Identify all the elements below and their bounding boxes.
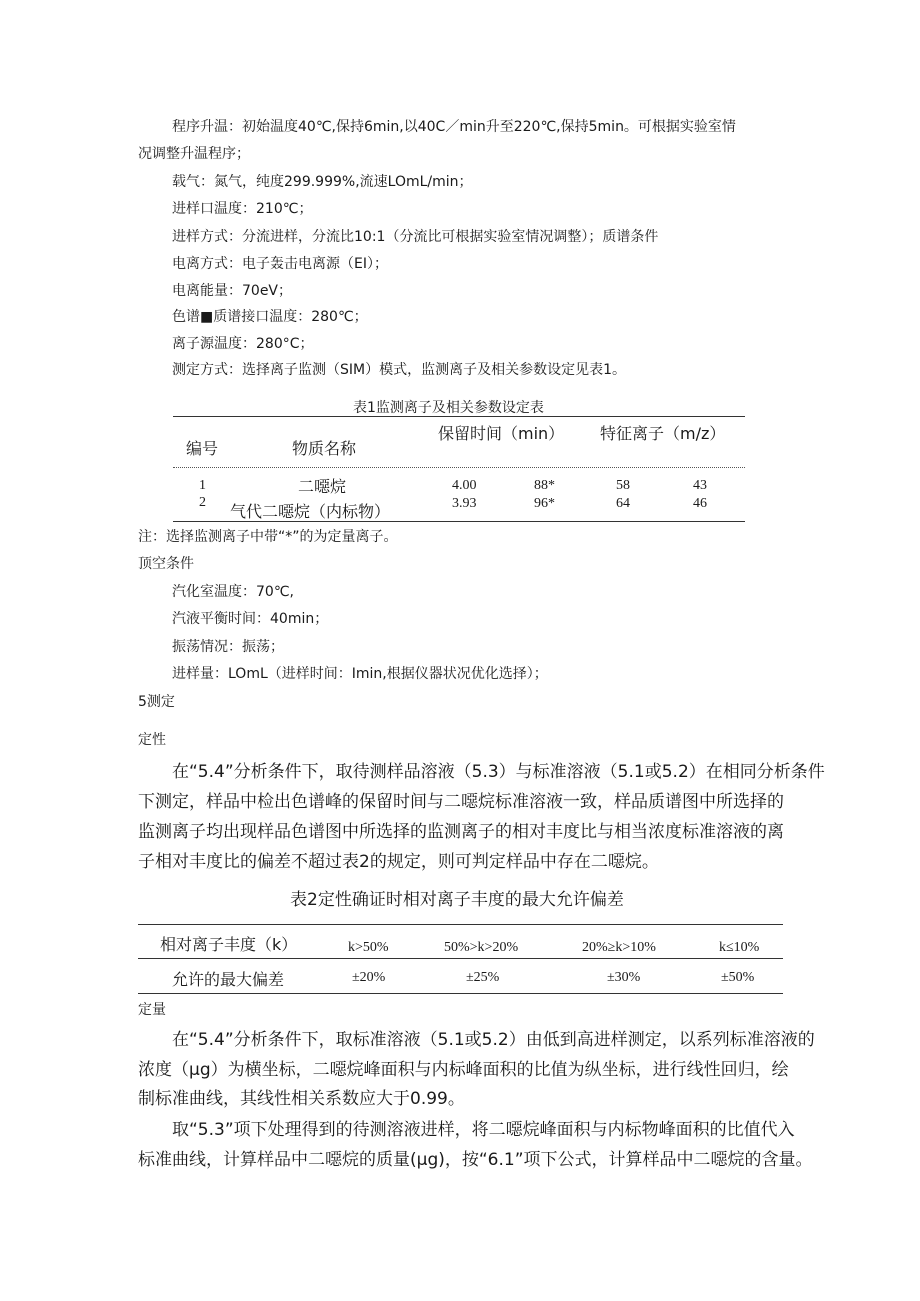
table1-header-id: 编号	[186, 439, 219, 458]
table1-caption: 表1监测离子及相关参数设定表	[353, 400, 544, 416]
table2-cell: k≤10%	[719, 940, 760, 955]
table1-cell-ion2: 64	[616, 496, 630, 511]
paragraph-line: 标准曲线，计算样品中二噁烷的质量(μg)，按“6.1”项下公式，计算样品中二噁烷的含量。	[138, 1150, 813, 1170]
table2-cell: 50%>k>20%	[444, 940, 519, 955]
table1-cell-ion3: 46	[693, 496, 707, 511]
table1-bottom-rule	[173, 521, 745, 522]
paragraph-line: 浓度（μg）为横坐标，二噁烷峰面积与内标峰面积的比值为纵坐标，进行线性回归，绘	[138, 1060, 789, 1080]
table1-cell-rt: 3.93	[452, 496, 477, 511]
text-line: 进样方式：分流进样，分流比10:1（分流比可根据实验室情况调整）；质谱条件	[172, 229, 659, 245]
table2-cell: ±30%	[607, 970, 641, 985]
paragraph-line: 取“5.3”项下处理得到的待测溶液进样，将二噁烷峰面积与内标物峰面积的比值代入	[172, 1120, 795, 1140]
table2-top-rule	[138, 924, 783, 925]
table2-cell: ±20%	[352, 970, 386, 985]
text-line: 电离方式：电子轰击电离源（EI）；	[172, 256, 388, 272]
headspace-item: 汽液平衡时间：40min；	[172, 611, 329, 627]
text-line: 色谱■质谱接口温度：280℃；	[172, 309, 368, 325]
table2-cell: 20%≥k>10%	[582, 940, 656, 955]
paragraph-line: 子相对丰度比的偏差不超过表2的规定，则可判定样品中存在二噁烷。	[138, 852, 659, 872]
table2-mid-rule	[138, 958, 783, 959]
table1-header-rt: 保留时间（min）	[438, 424, 565, 443]
subsection-title: 定量	[138, 1002, 166, 1018]
text-line: 况调整升温程序；	[138, 146, 250, 162]
subsection-title: 定性	[138, 732, 166, 748]
table1-cell-ion2: 58	[616, 478, 630, 493]
text-line: 电离能量：70eV；	[172, 283, 293, 299]
paragraph-line: 下测定，样品中检出色谱峰的保留时间与二噁烷标准溶液一致，样品质谱图中所选择的	[138, 792, 784, 812]
table2-cell: k>50%	[348, 940, 389, 955]
table1-cell-name: 气代二噁烷（内标物）	[230, 502, 391, 521]
text-line: 载气：氮气，纯度299.999%,流速LOmL/min；	[172, 174, 473, 190]
table2-row-label: 相对离子丰度（k）	[160, 935, 298, 954]
table1-note: 注：选择监测离子中带“*”的为定量离子。	[138, 529, 398, 545]
table1-header-ion: 特征离子（m/z）	[600, 424, 726, 443]
text-line: 程序升温：初始温度40℃,保持6min,以40C／min升至220℃,保持5min。可根据实验室情	[172, 119, 736, 135]
table2-cell: ±25%	[466, 970, 500, 985]
table1-cell-id: 2	[199, 495, 206, 510]
table1-cell-quant-ion: 88*	[534, 478, 555, 493]
table1-cell-name: 二噁烷	[298, 477, 347, 496]
headspace-item: 振荡情况：振荡；	[172, 639, 284, 655]
paragraph-line: 监测离子均出现样品色谱图中所选择的监测离子的相对丰度比与相当浓度标准溶液的离	[138, 822, 784, 842]
table2-row-label: 允许的最大偏差	[172, 970, 285, 989]
table2-cell: ±50%	[721, 970, 755, 985]
table2-caption: 表2定性确证时相对离子丰度的最大允许偏差	[290, 890, 624, 910]
headspace-title: 顶空条件	[138, 556, 194, 572]
table1-header-name: 物质名称	[292, 439, 357, 458]
table1-header-rule	[173, 467, 745, 468]
table1-top-rule	[173, 416, 745, 417]
headspace-item: 进样量：LOmL（进样时间：Imin,根据仪器状况优化选择）；	[172, 666, 548, 682]
table1-cell-quant-ion: 96*	[534, 496, 555, 511]
table1-cell-id: 1	[199, 478, 206, 493]
headspace-item: 汽化室温度：70℃,	[172, 584, 294, 600]
text-line: 进样口温度：210℃；	[172, 201, 313, 217]
table2-bottom-rule	[138, 993, 783, 994]
text-line: 测定方式：选择离子监测（SIM）模式，监测离子及相关参数设定见表1。	[172, 362, 627, 378]
paragraph-line: 在“5.4”分析条件下，取待测样品溶液（5.3）与标准溶液（5.1或5.2）在相同分析条件	[172, 762, 825, 782]
section-heading: 5测定	[138, 694, 175, 710]
table1-cell-ion3: 43	[693, 478, 707, 493]
paragraph-line: 在“5.4”分析条件下，取标准溶液（5.1或5.2）由低到高进样测定，以系列标准溶液的	[172, 1030, 815, 1050]
paragraph-line: 制标准曲线，其线性相关系数应大于0.99。	[138, 1089, 465, 1109]
text-line: 离子源温度：280°C；	[172, 336, 314, 352]
table1-cell-rt: 4.00	[452, 478, 477, 493]
